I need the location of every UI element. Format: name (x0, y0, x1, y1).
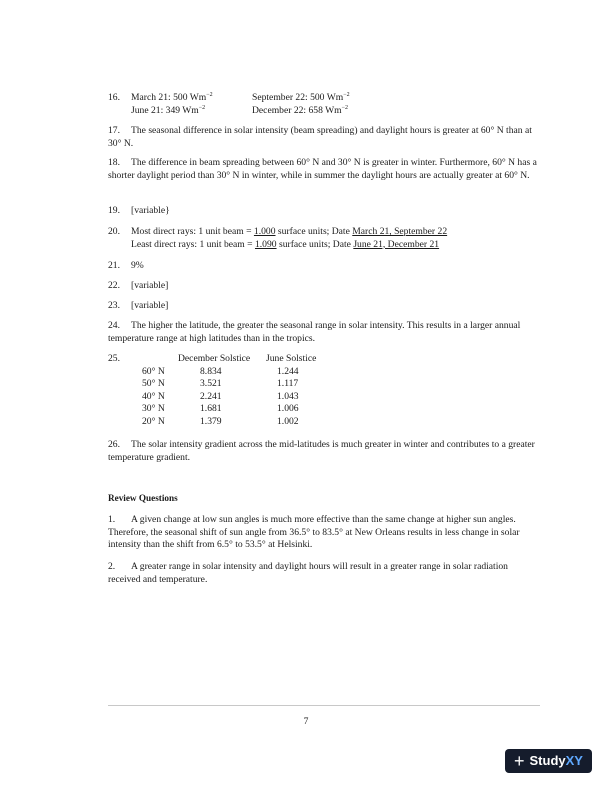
table-row (131, 403, 316, 416)
least-direct-value: 1.090 (254, 238, 277, 250)
june-cell: 1.244 (277, 365, 299, 377)
answer-22 (108, 280, 540, 293)
table-row (131, 366, 316, 379)
page-number: 7 (303, 716, 309, 727)
answer-17 (108, 125, 540, 150)
column-header: June Solstice (266, 353, 317, 364)
answer-text: [variable] (131, 300, 169, 311)
footer-divider (108, 705, 540, 706)
answer-23 (108, 300, 540, 313)
column-header: December Solstice (178, 353, 251, 364)
most-direct-label: Most direct rays: 1 unit beam = (131, 226, 252, 237)
answer-text: The seasonal difference in solar intensity (beam spreading) and daylight hours is greater at 60° N than at 30° N. (108, 125, 532, 149)
table-row (131, 391, 316, 404)
table-row (131, 378, 316, 391)
latitude-cell: 50° N (142, 378, 165, 390)
studyxy-badge[interactable] (505, 749, 592, 773)
answer-number: 16. (108, 92, 120, 103)
latitude-cell: 30° N (142, 403, 165, 415)
june-cell: 1.117 (277, 378, 299, 390)
answer-text: The solar intensity gradient across the mid-latitudes is much greater in winter and contributes to a greater temperature gradient. (108, 439, 535, 463)
surface-units-label: surface units; Date (278, 238, 351, 250)
review-item-1 (108, 514, 540, 552)
december-cell: 8.834 (200, 365, 222, 377)
june-value: June 21: 349 $Wm^{-2}$ (131, 104, 206, 116)
review-number: 1. (108, 514, 116, 525)
answer-text: [variable] (131, 280, 169, 291)
june-cell: 1.006 (277, 403, 299, 415)
answer-number: 26. (108, 439, 120, 450)
june-cell: 1.043 (277, 390, 299, 402)
review-text: A greater range in solar intensity and daylight hours will result in a greater range in solar radiation received and temperature. (108, 561, 508, 585)
table-row (131, 416, 316, 429)
answer-number: 18. (108, 157, 120, 168)
least-direct-date: June 21, December 21 (353, 238, 440, 250)
december-cell: 1.379 (200, 415, 222, 427)
answer-number: 19. (108, 205, 120, 216)
answer-24 (108, 320, 540, 345)
review-number: 2. (108, 561, 116, 572)
solar-intensity-table (131, 353, 316, 429)
answer-number: 23. (108, 300, 120, 311)
answer-text: [variable} (131, 205, 170, 216)
september-value: September 22: 500 $Wm^{-2}$ (252, 92, 350, 103)
brand-study: Study (529, 752, 566, 768)
least-direct-label: Least direct rays: 1 unit beam = (131, 238, 253, 250)
june-cell: 1.002 (277, 415, 299, 427)
answer-text: The higher the latitude, the greater the seasonal range in solar intensity. This results in a larger annual temperature range at high latitudes than in the tropics. (108, 320, 521, 344)
december-cell: 2.241 (200, 390, 222, 402)
answer-number: 17. (108, 125, 120, 136)
plus-icon: + (514, 751, 525, 771)
section-heading: Review Questions (108, 493, 178, 503)
answer-number: 21. (108, 260, 120, 271)
review-questions-heading-block (108, 492, 540, 505)
december-value: December 22: 658 $Wm^{-2}$ (252, 104, 348, 116)
review-item-2 (108, 561, 540, 586)
review-text: A given change at low sun angles is much more effective than the same change at higher sun angles. Therefore, the seasonal shift of sun angle from 36.5° to 83.5° at New Orleans results in less change in solar intensity than the shift from 6.5° to 53.5° at Helsinki. (108, 514, 520, 551)
surface-units-label: surface units; Date (277, 226, 350, 237)
answer-18 (108, 157, 540, 182)
answer-number: 24. (108, 320, 120, 331)
latitude-cell: 40° N (142, 390, 165, 402)
table-header-row (131, 353, 316, 366)
most-direct-date: March 21, September 22 (352, 226, 448, 237)
answer-number: 22. (108, 280, 120, 291)
march-value: March 21: 500 $Wm^{-2}$ (131, 92, 213, 103)
answer-21 (108, 260, 540, 273)
answer-26 (108, 439, 540, 464)
december-cell: 1.681 (200, 403, 222, 415)
brand-xy: XY (565, 752, 583, 768)
answer-20 (108, 226, 540, 251)
answer-text: 9% (131, 260, 144, 271)
answer-16 (108, 92, 540, 117)
answer-number: 25. (108, 353, 120, 364)
most-direct-value: 1.000 (253, 226, 276, 237)
december-cell: 3.521 (200, 378, 222, 390)
answer-number: 20. (108, 226, 120, 237)
answer-19 (108, 205, 540, 218)
latitude-cell: 20° N (142, 415, 165, 427)
answer-text: The difference in beam spreading between 60° N and 30° N is greater in winter. Furthermore, 60° N has a shorter daylight period than 30° N in winter, while in summer the daylight hours are actually greater at 60° N. (108, 157, 537, 181)
latitude-cell: 60° N (142, 365, 165, 377)
